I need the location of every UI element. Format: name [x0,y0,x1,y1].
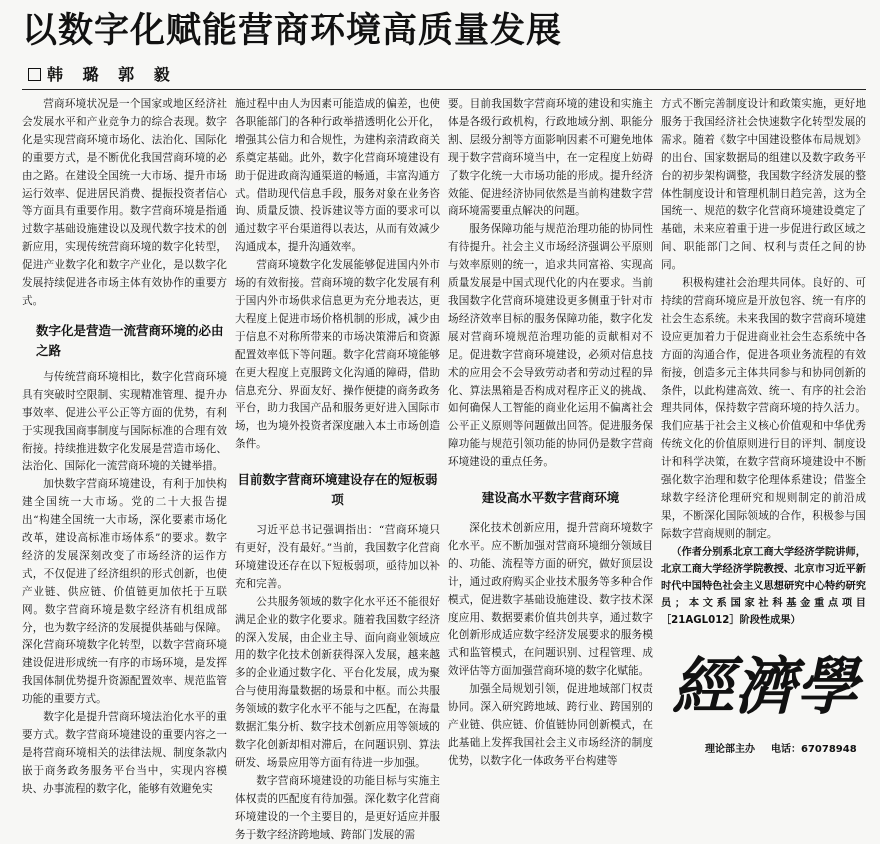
byline-box-icon [28,68,41,81]
jingjixue-calligraphy-logo [668,644,866,723]
byline-authors: 韩 璐 郭 毅 [47,65,177,84]
section-footer [705,740,873,755]
section-subheading: 数字化是营造一流营商环境的必由之路 [36,322,224,358]
body-paragraph: 习近平总书记强调指出：“营商环境只有更好，没有最好。”当前，我国数字化营商环境建设还存在以下短板弱项，亟待加以补充和完善。 [235,524,440,590]
body-paragraph: 方式不断完善制度设计和政策实施，更好地服务于我国经济社会快速数字化转型发展的需求。随着《数字中国建设整体布局规划》的出台、国家数据局的组建以及数字政务平台的初步架构调整，我国数字经济发展的整体性制度设计和管理机制日趋完善，这为全国统一、规范的数字化营商环境建设奠定了基础，未来应着重于进一步促进行政区域之间、职能部门之间、权利与责任之间的协同。 [661,98,866,272]
header-rule [22,89,866,90]
body-paragraph: 施过程中由人为因素可能造成的偏差，也使各职能部门的各种行政举措透明化公开化，增强其公信力和合规性，为建构亲清政商关系奠定基础。此外，数字化营商环境建设有助于促进政商沟通渠道的畅通，丰富沟通方式。借助现代信息手段，服务对象在业务咨询、质量反馈、投诉建议等方面的要求可以通过数字平台渠道得以表达，从而有效减少沟通成本，提升沟通效率。 [235,98,440,254]
body-paragraph: 深化技术创新应用，提升营商环境数字化水平。应不断加强对营商环境细分领域目的、功能、流程等方面的研究，做好顶层设计，通过政府购买企业技术服务等多种合作模式，促进数字基础设施建设、数字技术深度应用、数据要素价值共创共享，通过数字化创新形成适应数字经济发展要求的服务模式和监管模式，在问题识别、过程管理、成效评估等方面加强营商环境的数字化赋能。 [448,522,653,678]
footer-phone: 电话：67078948 [771,744,857,755]
section-subheading: 建设高水平数字营商环境 [481,490,620,506]
body-paragraph: 服务保障功能与规范治理功能的协同性有待提升。社会主义市场经济强调公平原则与效率原则的统一，追求共同富裕、实现高质量发展是中国式现代化的内在要求。当前我国数字化营商环境建设更多侧重于针对市场经济效率目标的服务保障功能，数字化发展对营商环境规范治理功能的贡献相对不足。促进数字营商环境建设，必须对信息技术的应用会不会导致劳动者和劳动过程的异化、算法黑箱是否构成对程序正义的挑战、如何确保人工智能的商业化运用不偏离社会公平正义原则等问题做出回答。促进服务保障功能与规范引领功能的协同仍是数字营商环境建设的重点任务。 [448,223,653,469]
author-note: （作者分别系北京工商大学经济学院讲师，北京工商大学经济学院教授、北京市习近平新时代中国特色社会主义思想研究中心特约研究员；本文系国家社科基金重点项目［21AGL012］阶段性成果） [661,546,866,626]
body-paragraph: 公共服务领域的数字化水平还不能很好满足企业的数字化要求。随着我国数字经济的深入发展，由企业主导、面向商业领域应用的数字化技术创新获得深入发展，越来越多的企业通过数字化、平台化发展，成为聚合与使用海量数据的场景和中枢。而公共服务领域的数字化水平不能与之匹配，在海量数据汇集分析、数字技术创新应用等领域的数字化创新却相对滞后，在问题识别、算法研发、场景应用等方面有待进一步加强。 [235,595,440,769]
body-paragraph: 要。目前我国数字营商环境的建设和实施主体是各级行政机构，行政地域分割、职能分割、层级分割等方面影响因素不可避免地体现于数字营商环境当中，在一定程度上妨碍了数字化统一大市场功能的形成。提升经济效能、促进经济协同依然是当前构建数字营商环境需要重点解决的问题。 [448,98,653,218]
body-paragraph: 加快数字营商环境建设，有利于加快构建全国统一大市场。党的二十大报告提出“构建全国统一大市场，深化要素市场化改革，建设高标准市场体系”的要求。数字经济的发展深刻改变了市场经济的运作方式，不仅促进了经济组织的形式创新，也使产业链、供应链、价值链更加依托于互联网。数字营商环境是数字经济有机组成部分，也为数字经济的发展提供基础与保障。深化营商环境数字化转型，以数字营商环境建设促进形成统一有序的市场环境，是发挥我国体制优势提升资源配置效率、规范监管功能的重要方式。 [22,478,227,706]
body-paragraph: 数字化是提升营商环境法治化水平的重要方式。数字营商环境建设的重要内容之一是将营商环境相关的法律法规、制度条款内嵌于商务政务服务平台当中，实现内容模块、办事流程的数字化，能够有效避免实 [22,711,227,795]
body-paragraph: 数字营商环境建设的功能目标与实施主体权责的匹配度有待加强。深化数字化营商环境建设的一个主要目的，是更好适应并服务于数字经济跨地域、跨部门发展的需 [235,774,440,841]
body-paragraph: 营商环境数字化发展能够促进国内外市场的有效衔接。营商环境的数字化发展有利于国内外市场供求信息更为充分地表达，更大程度上促进市场价格机制的形成，减少由于信息不对称所带来的市场决策滞后和资源配置效率低下等问题。数字化营商环境能够在更大程度上克服跨文化沟通的障碍，借助信息充分、界面友好、操作便捷的商务政务平台，助力我国产品和服务更好进入国际市场，也为境外投资者深度融入本土市场创造条件。 [235,259,440,451]
body-paragraph: 营商环境状况是一个国家或地区经济社会发展水平和产业竞争力的综合表现。数字化是实现营商环境市场化、法治化、国际化的重要方式，是不断优化我国营商环境的必由之路。在建设全国统一大市场、提升市场运行效率、促进居民消费、提振投资者信心等方面具有重要作用。数字营商环境是指通过数字基础设施建设以及现代数字技术的创新应用，实现传统营商环境的数字化转型，促进产业数字化和数字产业化，是以数字化发展持续促进各市场主体有效协作的重要方式。 [22,98,227,307]
section-subheading: 目前数字营商环境建设存在的短板弱项 [237,472,438,508]
headline: 以数字化赋能营商环境高质量发展 [22,11,563,51]
body-paragraph: 加强全局规划引领，促进地域部门权责协同。深入研究跨地域、跨行业、跨国别的产业链、供应链、价值链协同创新模式，在此基础上发挥我国社会主义市场经济的制度优势，以数字化一体政务平台构建等 [448,683,653,767]
column-2 [235,96,440,841]
byline [28,62,177,85]
footer-editor: 理论部主办 [705,744,755,755]
column-3 [448,96,653,774]
body-paragraph: 积极构建社会治理共同体。良好的、可持续的营商环境应是开放包容、统一有序的社会生态系统。未来我国的数字营商环境建设应更加着力于促进商业社会生态系统中各方面的沟通合作，促进各项业务流程的有效衔接，创造多元主体共同参与和协同创新的条件，以此构建高效、统一、有序的社会治理共同体，保持数字营商环境的持久活力。我们应基于社会主义核心价值观和中华优秀传统文化的价值原则进行目的评判、制度设计和科学决策，在数字营商环境建设中不断强化数字治理和数字伦理体系建设；借鉴全球数字经济伦理研究和规则制定的前沿成果，不断深化国际领域的合作，积极参与国际数字营商规则的制定。 [661,277,866,540]
logo-text: 經濟學 [672,650,859,723]
column-1 [22,96,227,795]
body-paragraph: 与传统营商环境相比，数字化营商环境具有突破时空限制、实现精准管理、提升办事效率、促进公平公正等方面的优势，有利于实现我国商事制度与国际标准的合理有效衔接。持续推进数字化发展是营造市场化、法治化、国际化一流营商环境的关键举措。 [22,370,227,473]
